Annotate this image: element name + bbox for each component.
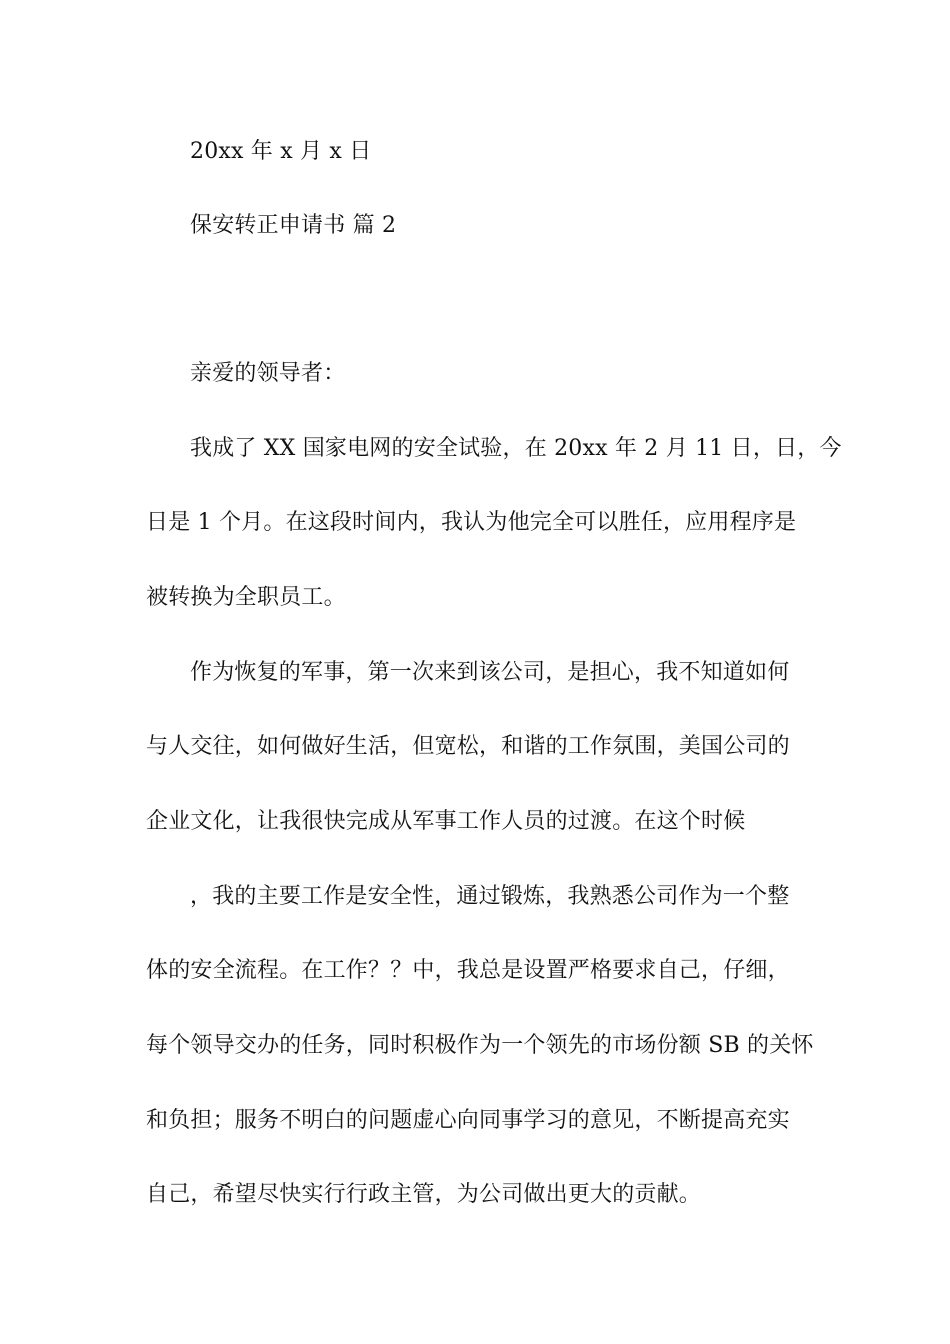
body-line-3: 被转换为全职员工。: [146, 585, 346, 610]
body-line-6: 企业文化，让我很快完成从军事工作人员的过渡。在这个时候: [146, 809, 746, 834]
date-line: 20xx 年 x 月 x 日: [190, 139, 372, 164]
body-line-2: 日是 1 个月。在这段时间内，我认为他完全可以胜任，应用程序是: [146, 510, 797, 535]
body-line-10: 和负担；服务不明白的问题虚心向同事学习的意见，不断提高充实: [146, 1108, 790, 1133]
body-line-11: 自己，希望尽快实行行政主管，为公司做出更大的贡献。: [146, 1182, 702, 1207]
body-line-8: 体的安全流程。在工作？？中，我总是设置严格要求自己，仔细，: [146, 958, 790, 983]
body-line-7: ，我的主要工作是安全性，通过锻炼，我熟悉公司作为一个整: [190, 884, 790, 909]
salutation: 亲爱的领导者：: [190, 361, 346, 386]
section-title: 保安转正申请书 篇 2: [190, 213, 397, 238]
body-line-4: 作为恢复的军事，第一次来到该公司，是担心，我不知道如何: [190, 660, 790, 685]
body-line-5: 与人交往，如何做好生活，但宽松，和谐的工作氛围，美国公司的: [146, 734, 790, 759]
body-line-1: 我成了 XX 国家电网的安全试验，在 20xx 年 2 月 11 日，日，今: [190, 436, 842, 461]
body-line-9: 每个领导交办的任务，同时积极作为一个领先的市场份额 SB 的关怀: [146, 1033, 814, 1058]
